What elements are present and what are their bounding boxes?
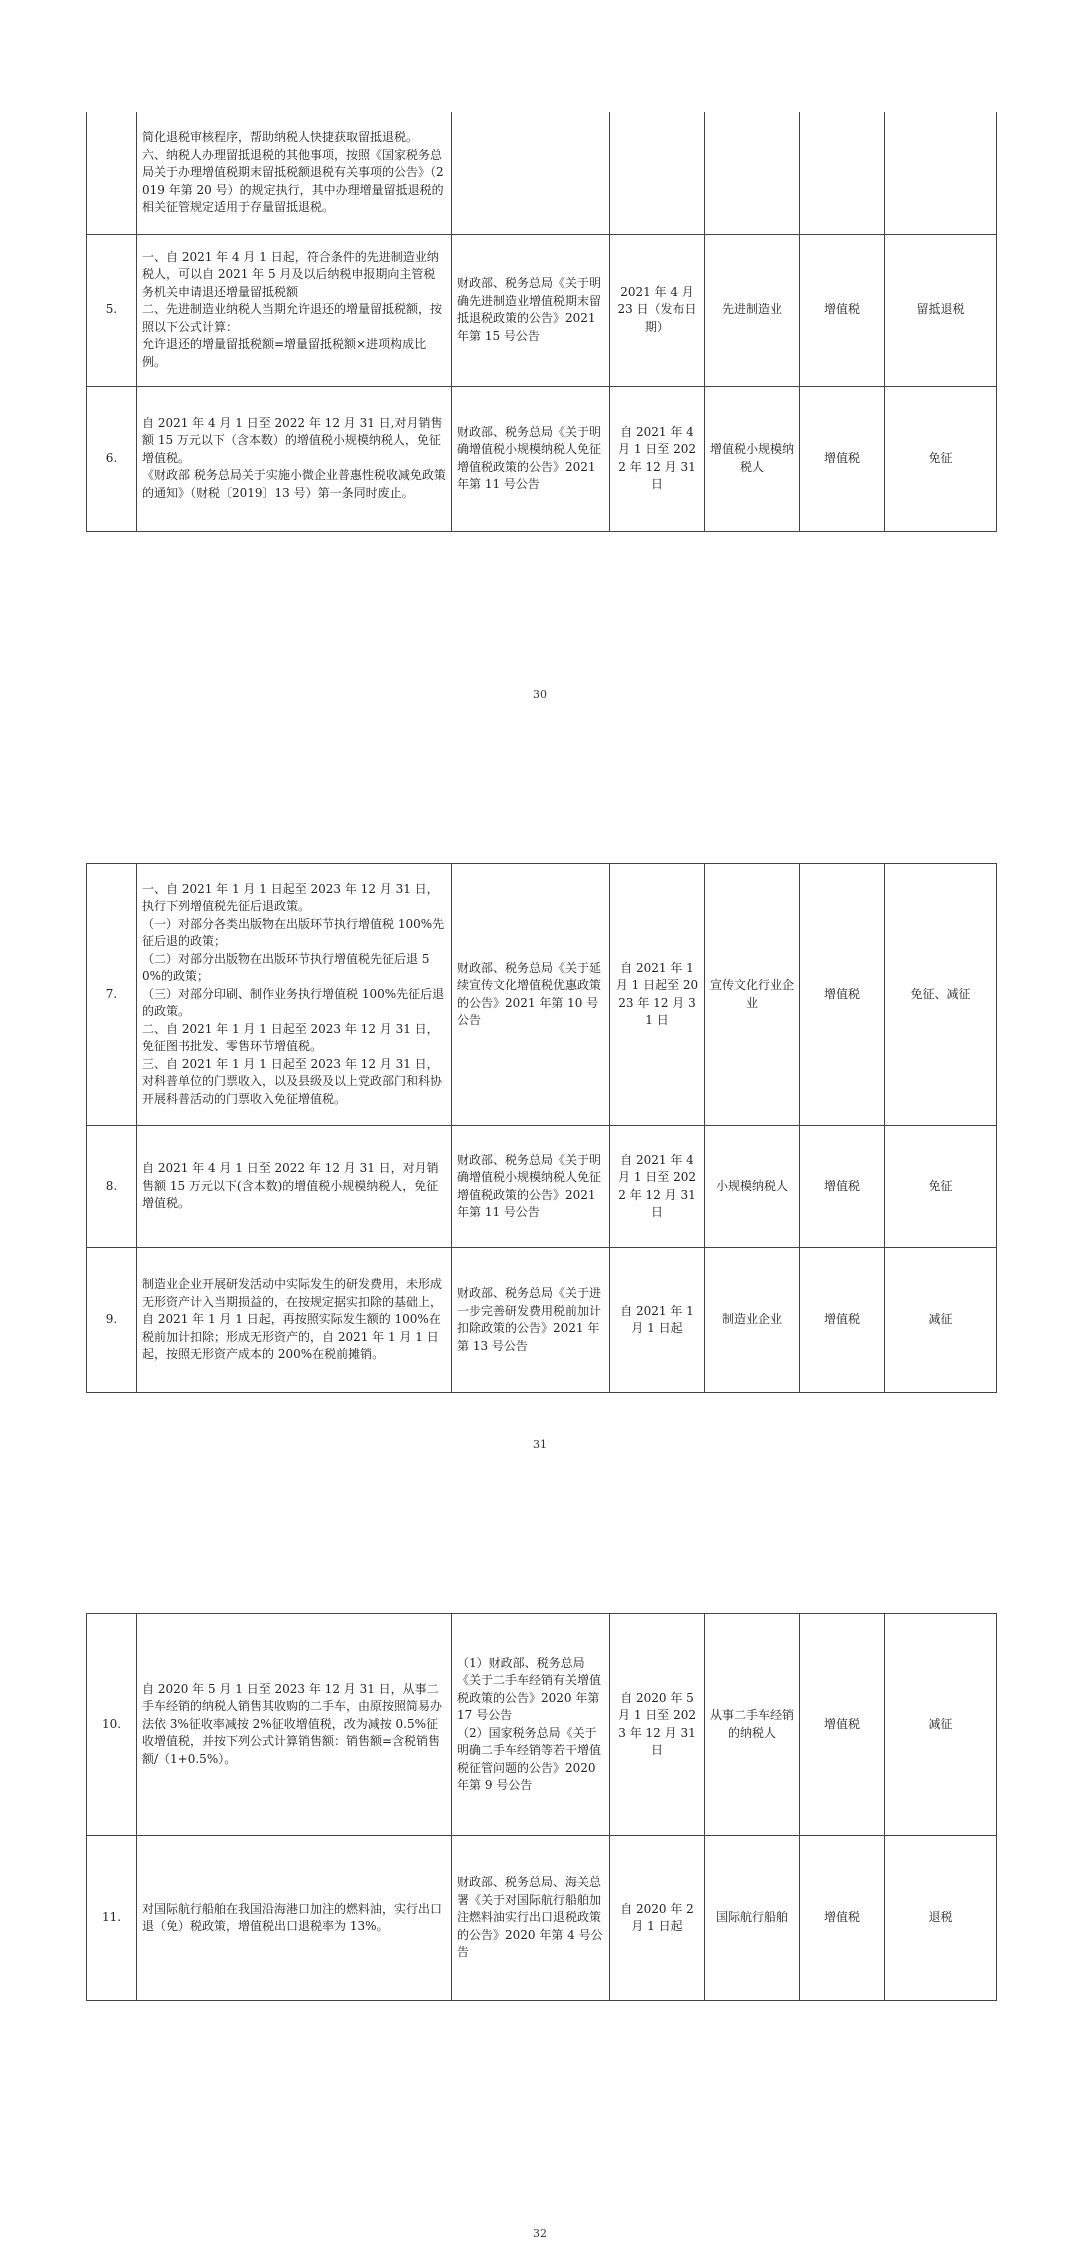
- policy-basis-cell: [452, 112, 610, 234]
- text-line: 二、自 2021 年 1 月 1 日起至 2023 年 12 月 31 日，免征图书批发、零售环节增值税。: [142, 1021, 439, 1054]
- validity-period-cell: [610, 234, 705, 386]
- row-number: 9.: [87, 1248, 137, 1393]
- policy-content-cell: [137, 864, 452, 1126]
- text-line: （一）对部分各类出版物在出版环节执行增值税 100%先征后退的政策；: [142, 916, 445, 949]
- tax-type-cell: 增值税: [800, 1248, 885, 1393]
- tax-type-cell: 增值税: [800, 1836, 885, 2001]
- applicable-subject-cell: 先进制造业: [705, 234, 800, 386]
- preference-type-cell: 免征: [885, 1126, 997, 1248]
- text-line: 财政部、税务总局《关于进一步完善研发费用税前加计扣除政策的公告》2021 年第 13 号公告: [457, 1286, 602, 1353]
- text-line: 自 2021 年 4 月 1 日至 2022 年 12 月 31 日: [618, 424, 696, 491]
- policy-table-page-30: [86, 112, 997, 532]
- row-number: 5.: [87, 234, 137, 386]
- text-line: （1）财政部、税务总局《关于二手车经销有关增值税政策的公告》2020 年第 17 号公告: [457, 1655, 602, 1722]
- table-row: [87, 1126, 997, 1248]
- text-line: 二、先进制造业纳税人当期允许退还的增量留抵税额，按照以下公式计算：: [142, 302, 443, 334]
- table-row: [87, 1836, 997, 2001]
- row-number: 7.: [87, 864, 137, 1126]
- text-line: 自 2020 年 5 月 1 日至 2023 年 12 月 31 日: [618, 1690, 696, 1757]
- policy-content-cell: [137, 1248, 452, 1393]
- text-line: 自 2021 年 1 月 1 日起至 2023 年 12 月 31 日: [615, 960, 699, 1027]
- text-line: 简化退税审核程序，帮助纳税人快捷获取留抵退税。: [142, 130, 419, 144]
- page-number: 32: [533, 2227, 547, 2240]
- text-line: 允许退还的增量留抵税额=增量留抵税额×进项构成比例。: [142, 337, 427, 369]
- applicable-subject-cell: 国际航行船舶: [705, 1836, 800, 2001]
- text-line: 一、自 2021 年 1 月 1 日起至 2023 年 12 月 31 日，执行下列增值税先征后退政策。: [142, 881, 439, 914]
- policy-table-page-32: [86, 1613, 997, 2001]
- policy-content-cell: [137, 1836, 452, 2001]
- tax-type-cell: 增值税: [800, 234, 885, 386]
- preference-type-cell: [885, 112, 997, 234]
- preference-type-cell: 免征: [885, 386, 997, 531]
- policy-content-cell: [137, 234, 452, 386]
- policy-content-cell: [137, 1614, 452, 1836]
- text-line: 对国际航行船舶在我国沿海港口加注的燃料油，实行出口退（免）税政策，增值税出口退税率为 13%。: [142, 1901, 443, 1933]
- policy-basis-cell: [452, 1248, 610, 1393]
- text-line: 自 2021 年 1 月 1 日起: [620, 1303, 694, 1335]
- row-number: 11.: [87, 1836, 137, 2001]
- applicable-subject-cell: [705, 112, 800, 234]
- validity-period-cell: [610, 386, 705, 531]
- row-number: 6.: [87, 386, 137, 531]
- text-line: （三）对部分印刷、制作业务执行增值税 100%先征后退的政策。: [142, 986, 445, 1019]
- applicable-subject-cell: 从事二手车经销的纳税人: [705, 1614, 800, 1836]
- policy-basis-cell: [452, 1126, 610, 1248]
- text-line: 财政部、税务总局《关于明确先进制造业增值税期末留抵退税政策的公告》2021 年第 15 号公告: [457, 276, 602, 343]
- text-line: 三、自 2021 年 1 月 1 日起至 2023 年 12 月 31 日，对科普单位的门票收入，以及县级及以上党政部门和科协开展科普活动的门票收入免征增值税。: [142, 1056, 443, 1106]
- tax-type-cell: 增值税: [800, 1614, 885, 1836]
- text-line: 《财政部 税务总局关于实施小微企业普惠性税收减免政策的通知》（财税〔2019〕13 号）第一条同时废止。: [142, 468, 446, 500]
- validity-period-cell: [610, 1126, 705, 1248]
- applicable-subject-cell: 制造业企业: [705, 1248, 800, 1393]
- text-line: （二）对部分出版物在出版环节执行增值税先征后退 50%的政策；: [142, 951, 430, 984]
- text-line: 财政部、税务总局《关于明确增值税小规模纳税人免征增值税政策的公告》2021 年第 11 号公告: [457, 424, 602, 491]
- text-line: 财政部、税务总局《关于明确增值税小规模纳税人免征增值税政策的公告》2021 年第 11 号公告: [457, 1152, 602, 1219]
- text-line: 一、自 2021 年 4 月 1 日起，符合条件的先进制造业纳税人，可以自 2021 年 5 月及以后纳税申报期向主管税务机关申请退还增量留抵税额: [142, 249, 439, 299]
- tax-type-cell: [800, 112, 885, 234]
- page-number: 31: [533, 1438, 547, 1451]
- text-line: 2021 年 4 月 23 日（发布日期）: [617, 284, 697, 334]
- text-line: 财政部、税务总局、海关总署《关于对国际航行船舶加注燃料油实行出口退税政策的公告》2020 年第 4 号公告: [457, 1875, 603, 1960]
- text-line: 六、纳税人办理留抵退税的其他事项，按照《国家税务总局关于办理增值税期末留抵税额退税有关事项的公告》（2019 年第 20 号）的规定执行，其中办理增量留抵退税的相关征管规定适用于存量留抵退税。: [142, 147, 444, 214]
- tax-type-cell: 增值税: [800, 1126, 885, 1248]
- text-line: 制造业企业开展研发活动中实际发生的研发费用，未形成无形资产计入当期损益的，在按规定据实扣除的基础上，自 2021 年 1 月 1 日起，再按照实际发生额的 100%在税前加计扣除；形成无形资产的，自 2021 年 1 月 1 日起，按照无形资产成本的 200%在税前摊销。: [142, 1277, 443, 1362]
- validity-period-cell: [610, 1836, 705, 2001]
- validity-period-cell: [610, 112, 705, 234]
- text-line: 自 2021 年 4 月 1 日至 2022 年 12 月 31 日: [618, 1152, 696, 1219]
- policy-content-cell: [137, 1126, 452, 1248]
- row-number: 10.: [87, 1614, 137, 1836]
- policy-basis-cell: [452, 864, 610, 1126]
- policy-content-cell: [137, 386, 452, 531]
- preference-type-cell: 减征: [885, 1248, 997, 1393]
- tax-type-cell: 增值税: [800, 864, 885, 1126]
- preference-type-cell: 免征、减征: [885, 864, 997, 1126]
- table-row: [87, 1614, 997, 1836]
- policy-basis-cell: [452, 386, 610, 531]
- text-line: 自 2020 年 5 月 1 日至 2023 年 12 月 31 日，从事二手车经销的纳税人销售其收购的二手车，由原按照简易办法依 3%征收率减按 2%征收增值税，改为减按 0.5%征收增值税，并按下列公式计算销售额：销售额=含税销售额/（1+0.5%）。: [142, 1681, 443, 1766]
- text-line: 自 2021 年 4 月 1 日至 2022 年 12 月 31 日，对月销售额 15 万元以下(含本数)的增值税小规模纳税人，免征增值税。: [142, 1161, 439, 1211]
- text-line: （2）国家税务总局《关于明确二手车经销等若干增值税征管问题的公告》2020 年第 9 号公告: [457, 1725, 602, 1792]
- validity-period-cell: [610, 864, 705, 1126]
- preference-type-cell: 留抵退税: [885, 234, 997, 386]
- applicable-subject-cell: 小规模纳税人: [705, 1126, 800, 1248]
- tax-type-cell: 增值税: [800, 386, 885, 531]
- policy-basis-cell: [452, 1836, 610, 2001]
- row-number: 8.: [87, 1126, 137, 1248]
- page-number: 30: [533, 688, 547, 701]
- table-row: [87, 386, 997, 531]
- policy-basis-cell: [452, 234, 610, 386]
- table-row: [87, 234, 997, 386]
- policy-content-cell: [137, 112, 452, 234]
- policy-basis-cell: [452, 1614, 610, 1836]
- text-line: 财政部、税务总局《关于延续宣传文化增值税优惠政策的公告》2021 年第 10 号公告: [457, 960, 602, 1027]
- row-number: [87, 112, 137, 234]
- table-row: [87, 1248, 997, 1393]
- preference-type-cell: 退税: [885, 1836, 997, 2001]
- validity-period-cell: [610, 1614, 705, 1836]
- applicable-subject-cell: 增值税小规模纳税人: [705, 386, 800, 531]
- text-line: 自 2021 年 4 月 1 日至 2022 年 12 月 31 日,对月销售额 15 万元以下（含本数）的增值税小规模纳税人，免征增值税。: [142, 415, 443, 465]
- table-row: [87, 864, 997, 1126]
- text-line: 自 2020 年 2 月 1 日起: [620, 1901, 694, 1933]
- validity-period-cell: [610, 1248, 705, 1393]
- policy-table-page-31: [86, 863, 997, 1393]
- table-row: [87, 112, 997, 234]
- applicable-subject-cell: 宣传文化行业企业: [705, 864, 800, 1126]
- preference-type-cell: 减征: [885, 1614, 997, 1836]
